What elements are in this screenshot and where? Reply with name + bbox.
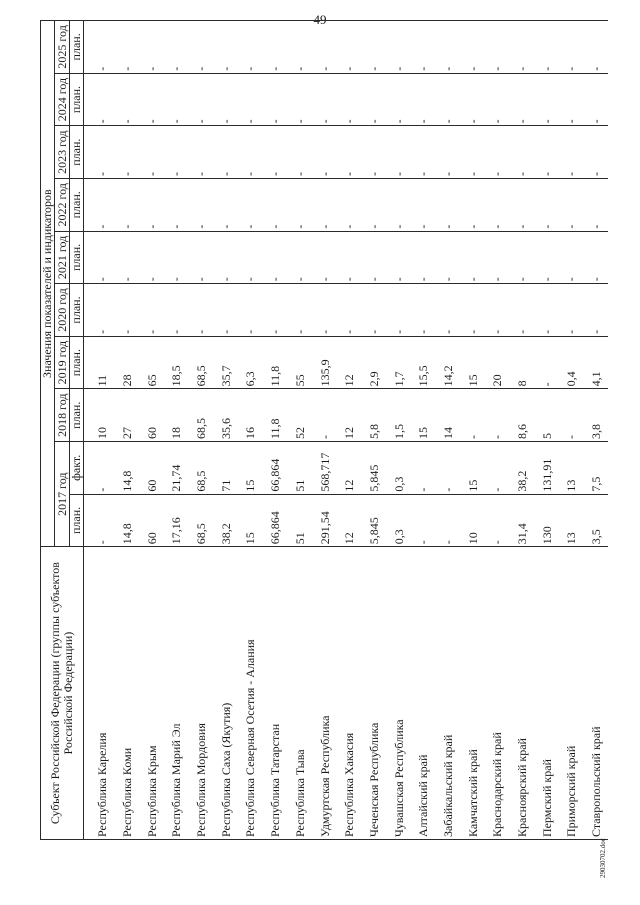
value-cell: - [337,231,362,284]
value-cell: - [362,178,387,231]
subject-name-cell: Республика Карелия [84,547,115,840]
value-cell: - [263,284,288,337]
value-cell: 12 [337,442,362,495]
value-cell: - [534,73,559,126]
value-cell: - [115,73,140,126]
value-cell: 21,74 [164,442,189,495]
value-cell: - [559,126,584,179]
value-cell: - [510,284,535,337]
value-cell: 8 [510,336,535,389]
value-cell: - [411,21,436,74]
value-cell: - [115,284,140,337]
subject-name-cell: Республика Татарстан [263,547,288,840]
subject-name-cell: Забайкальский край [436,547,461,840]
subject-name-cell: Чеченская Республика [362,547,387,840]
value-cell: - [485,231,510,284]
value-cell: - [84,73,115,126]
table-row [411,21,436,840]
subject-name-cell: Пермский край [534,547,559,840]
value-cell: - [238,21,263,74]
value-cell: - [411,73,436,126]
value-cell: 135,9 [312,336,337,389]
value-cell: 20 [485,336,510,389]
value-cell: 291,54 [312,494,337,547]
value-cell: - [189,21,214,74]
value-cell: - [288,178,313,231]
value-cell: - [362,21,387,74]
value-cell: 12 [337,336,362,389]
value-cell: 68,5 [189,442,214,495]
year-header: 2019 год [55,336,70,389]
value-cell: - [139,231,164,284]
year-header: 2023 год [55,126,70,179]
value-cell: 28 [115,336,140,389]
value-cell: 8,6 [510,389,535,442]
value-cell: - [559,231,584,284]
value-cell: - [584,21,609,74]
value-cell: - [213,284,238,337]
table-row [534,21,559,840]
value-cell: 35,7 [213,336,238,389]
value-cell: - [534,178,559,231]
value-cell: - [213,73,238,126]
value-cell: 14,8 [115,442,140,495]
value-cell: - [386,231,411,284]
value-cell: - [559,178,584,231]
subject-name-cell: Республика Хакасия [337,547,362,840]
plan-fact-header: план. [70,389,84,442]
table-row [139,21,164,840]
value-cell: 68,5 [189,336,214,389]
table-row [337,21,362,840]
value-cell: 12 [337,389,362,442]
value-cell: - [362,126,387,179]
table-row [115,21,140,840]
value-cell: - [460,73,485,126]
value-cell: - [559,284,584,337]
value-cell: - [84,231,115,284]
value-cell: 14,8 [115,494,140,547]
value-cell: - [510,231,535,284]
value-cell: - [436,126,461,179]
year-header: 2020 год [55,284,70,337]
value-cell: 130 [534,494,559,547]
value-cell: - [337,284,362,337]
plan-fact-header: план. [70,494,84,547]
plan-fact-header: факт. [70,442,84,495]
value-cell: - [485,494,510,547]
value-cell: 1,5 [386,389,411,442]
subject-name-cell: Республика Крым [139,547,164,840]
value-cell: - [115,126,140,179]
plan-fact-header: план. [70,284,84,337]
value-cell: - [559,73,584,126]
table-row [460,21,485,840]
value-cell: - [288,231,313,284]
value-cell: - [411,442,436,495]
value-cell: - [337,73,362,126]
value-cell: - [164,126,189,179]
value-cell: 52 [288,389,313,442]
value-cell: - [460,178,485,231]
subject-name-cell: Республика Мордовия [189,547,214,840]
value-cell: - [436,231,461,284]
value-cell: - [386,21,411,74]
value-cell: 131,91 [534,442,559,495]
table-row [189,21,214,840]
table-row [436,21,461,840]
year-header: 2022 год [55,178,70,231]
value-cell: - [164,21,189,74]
value-cell: - [238,284,263,337]
value-cell: - [510,126,535,179]
subject-name-cell: Приморский край [559,547,584,840]
value-cell: 3,8 [584,389,609,442]
value-cell: - [263,126,288,179]
value-cell: 16 [238,389,263,442]
value-cell: - [584,73,609,126]
value-cell: - [115,231,140,284]
value-cell: - [84,126,115,179]
value-cell: 5 [534,389,559,442]
value-cell: - [288,284,313,337]
document-file-code: 29030702.doc [599,838,607,878]
value-cell: - [312,21,337,74]
value-cell: 11,8 [263,336,288,389]
table-row [362,21,387,840]
year-header: 2025 год [55,21,70,74]
value-cell: 15,5 [411,336,436,389]
value-cell: 38,2 [213,494,238,547]
subject-name-cell: Краснодарский край [485,547,510,840]
value-cell: - [312,178,337,231]
value-cell: 15 [460,442,485,495]
value-cell: 1,7 [386,336,411,389]
value-cell: - [510,73,535,126]
value-cell: 65 [139,336,164,389]
value-cell: - [84,442,115,495]
value-cell: 15 [411,389,436,442]
subject-name-cell: Республика Саха (Якутия) [213,547,238,840]
subject-name-cell: Республика Северная Осетия - Алания [238,547,263,840]
subject-name-cell: Ставропольский край [584,547,609,840]
value-cell: 18,5 [164,336,189,389]
value-cell: - [337,21,362,74]
value-cell: - [362,231,387,284]
value-cell: - [436,284,461,337]
value-cell: - [84,494,115,547]
subject-name-cell: Республика Марий Эл [164,547,189,840]
value-cell: - [312,126,337,179]
value-cell: 71 [213,442,238,495]
subject-name-cell: Красноярский край [510,547,535,840]
value-cell: - [436,494,461,547]
value-cell: 10 [460,494,485,547]
value-cell: - [386,178,411,231]
value-cell: 5,845 [362,494,387,547]
value-cell: - [460,126,485,179]
value-cell: 66,864 [263,494,288,547]
value-cell: - [213,126,238,179]
value-cell: - [510,21,535,74]
value-cell: - [164,178,189,231]
table-row [84,21,115,840]
value-cell: 17,16 [164,494,189,547]
value-cell: - [189,178,214,231]
table-row [510,21,535,840]
value-cell: 12 [337,494,362,547]
value-cell: - [238,178,263,231]
value-cell: 11,8 [263,389,288,442]
value-cell: - [436,21,461,74]
value-cell: - [485,389,510,442]
value-cell: 13 [559,442,584,495]
value-cell: - [584,231,609,284]
value-cell: 0,4 [559,336,584,389]
value-cell: 568,717 [312,442,337,495]
plan-fact-header: план. [70,126,84,179]
value-cell: 0,3 [386,442,411,495]
value-cell: 31,4 [510,494,535,547]
value-cell: - [312,389,337,442]
value-cell: - [436,178,461,231]
value-cell: - [213,178,238,231]
value-cell: - [436,73,461,126]
value-cell: - [337,178,362,231]
value-cell: 13 [559,494,584,547]
value-cell: - [460,21,485,74]
table-row [584,21,609,840]
value-cell: - [337,126,362,179]
value-cell: 7,5 [584,442,609,495]
year-header: 2021 год [55,231,70,284]
value-cell: - [263,21,288,74]
value-cell: - [411,494,436,547]
value-cell: - [189,126,214,179]
value-cell: 38,2 [510,442,535,495]
value-cell: - [189,231,214,284]
subject-name-cell: Удмуртская Республика [312,547,337,840]
value-cell: 2,9 [362,336,387,389]
value-cell: - [312,284,337,337]
value-cell: - [584,126,609,179]
subject-name-cell: Камчатский край [460,547,485,840]
value-cell: - [362,284,387,337]
value-cell: 6,3 [238,336,263,389]
plan-fact-header: план. [70,73,84,126]
subject-name-cell: Чувашская Республика [386,547,411,840]
value-cell: - [84,21,115,74]
value-cell: 68,5 [189,389,214,442]
subject-name-cell: Республика Коми [115,547,140,840]
value-cell: 60 [139,389,164,442]
value-cell: - [164,73,189,126]
table-row [213,21,238,840]
value-cell: - [534,336,559,389]
table-row [386,21,411,840]
subject-name-cell: Алтайский край [411,547,436,840]
value-cell: 66,864 [263,442,288,495]
value-cell: 55 [288,336,313,389]
indicators-table [40,20,608,840]
value-cell: - [411,178,436,231]
value-cell: - [460,389,485,442]
value-cell: - [510,178,535,231]
value-cell: 35,6 [213,389,238,442]
value-cell: - [485,126,510,179]
value-cell: - [84,284,115,337]
value-cell: - [263,231,288,284]
table-row [164,21,189,840]
value-cell: 60 [139,494,164,547]
value-cell: - [164,284,189,337]
value-cell: 14,2 [436,336,461,389]
table-row [312,21,337,840]
value-cell: - [534,284,559,337]
value-cell: - [534,126,559,179]
value-cell: - [386,126,411,179]
value-cell: - [436,442,461,495]
value-cell: - [386,284,411,337]
value-cell: - [485,73,510,126]
value-cell: - [139,21,164,74]
value-cell: - [238,231,263,284]
value-cell: - [189,284,214,337]
table-body [84,21,609,840]
value-cell: - [362,73,387,126]
table-row [485,21,510,840]
value-cell: 0,3 [386,494,411,547]
rotated-table-container [40,20,604,840]
value-cell: 4,1 [584,336,609,389]
table-row [559,21,584,840]
value-cell: - [213,21,238,74]
value-cell: - [485,178,510,231]
page-number: 49 [313,12,327,27]
value-cell: 68,5 [189,494,214,547]
value-cell: 5,845 [362,442,387,495]
value-cell: - [411,231,436,284]
value-cell: - [288,21,313,74]
value-cell: - [288,126,313,179]
value-cell: 11 [84,336,115,389]
value-cell: 27 [115,389,140,442]
value-cell: - [485,284,510,337]
value-cell: - [411,126,436,179]
value-cell: - [288,73,313,126]
value-cell: - [411,284,436,337]
subject-name-cell: Республика Тыва [288,547,313,840]
value-cell: - [559,21,584,74]
value-cell: - [84,178,115,231]
value-cell: - [386,73,411,126]
indicators-group-header: Значения показателей и индикаторов [41,21,55,547]
value-cell: 15 [238,442,263,495]
value-cell: - [312,73,337,126]
plan-fact-header: план. [70,21,84,74]
value-cell: - [559,389,584,442]
value-cell: - [139,126,164,179]
plan-fact-header: план. [70,178,84,231]
year-header: 2024 год [55,73,70,126]
value-cell: 51 [288,494,313,547]
value-cell: - [139,178,164,231]
plan-fact-header: план. [70,231,84,284]
value-cell: - [534,231,559,284]
value-cell: - [115,21,140,74]
value-cell: - [485,21,510,74]
value-cell: - [139,284,164,337]
year-header: 2018 год [55,389,70,442]
value-cell: - [534,21,559,74]
value-cell: - [139,73,164,126]
value-cell: - [312,231,337,284]
value-cell: - [263,73,288,126]
value-cell: - [263,178,288,231]
value-cell: 15 [238,494,263,547]
value-cell: 5,8 [362,389,387,442]
value-cell: - [238,73,263,126]
value-cell: - [584,178,609,231]
value-cell: 10 [84,389,115,442]
value-cell: - [189,73,214,126]
value-cell: - [460,231,485,284]
table-row [238,21,263,840]
subject-column-header: Субъект Российской Федерации (группы субъектов Российской Федерации) [41,547,84,840]
value-cell: 51 [288,442,313,495]
year-header: 2017 год [55,442,70,547]
value-cell: - [485,442,510,495]
value-cell: 14 [436,389,461,442]
value-cell: - [115,178,140,231]
value-cell: 3,5 [584,494,609,547]
table-row [288,21,313,840]
table-row [263,21,288,840]
value-cell: - [584,284,609,337]
value-cell: - [238,126,263,179]
value-cell: 60 [139,442,164,495]
value-cell: 15 [460,336,485,389]
value-cell: - [164,231,189,284]
value-cell: - [213,231,238,284]
value-cell: - [460,284,485,337]
plan-fact-header: план. [70,336,84,389]
value-cell: 18 [164,389,189,442]
